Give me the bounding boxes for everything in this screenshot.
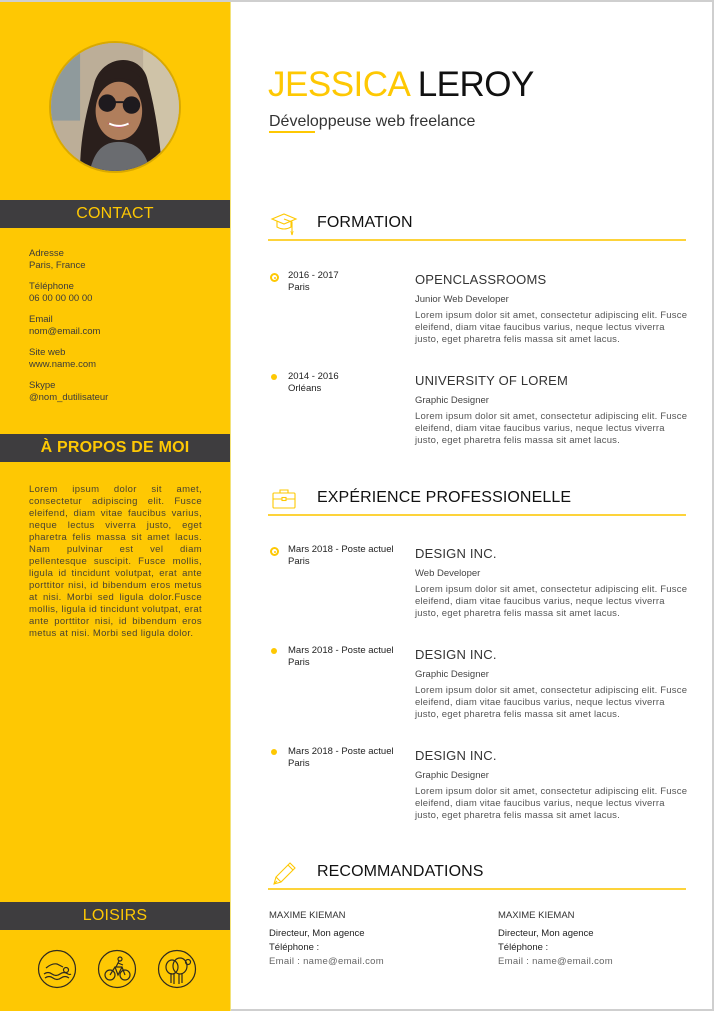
entry-org: UNIVERSITY OF LOREM	[415, 373, 569, 388]
entry-date: 2014 - 2016	[288, 371, 339, 382]
trees-icon	[157, 949, 197, 989]
profile-photo	[51, 43, 179, 171]
timeline-bullet	[271, 749, 277, 755]
reco-email[interactable]: Email : name@email.com	[498, 956, 613, 967]
experience-header	[268, 482, 686, 516]
full-name	[268, 66, 534, 104]
entry-place: Paris	[288, 282, 310, 293]
title-underline	[269, 131, 315, 133]
entry-period	[288, 270, 418, 294]
contact-email	[29, 314, 219, 338]
entry-date: Mars 2018 - Poste actuel	[288, 544, 394, 555]
sidebar	[0, 2, 231, 1011]
last-name: LEROY	[417, 65, 534, 104]
entry-org: DESIGN INC.	[415, 546, 497, 561]
entry-role: Graphic Designer	[415, 395, 489, 406]
entry-place: Paris	[288, 556, 310, 567]
entry-date: 2016 - 2017	[288, 270, 339, 281]
recommendation-card	[269, 910, 469, 969]
reco-phone: Téléphone :	[498, 942, 549, 953]
graduation-cap-icon	[270, 211, 298, 237]
entry-description: Lorem ipsum dolor sit amet, consectetur adipiscing elit. Fusce eleifend, diam vitae faucibus varius, neque lectus viverra justo, eget pharetra felis massa sit amet lacus.	[415, 310, 688, 345]
reco-email[interactable]: Email : name@email.com	[269, 956, 384, 967]
formation-header	[268, 207, 686, 241]
entry-date: Mars 2018 - Poste actuel	[288, 645, 394, 656]
reco-position: Directeur, Mon agence	[269, 928, 365, 939]
contact-value: @nom_dutilisateur	[29, 392, 109, 403]
entry-role: Graphic Designer	[415, 669, 489, 680]
contact-list	[29, 248, 219, 413]
entry-date: Mars 2018 - Poste actuel	[288, 746, 394, 757]
hobbies-list	[37, 949, 197, 989]
contact-skype	[29, 380, 219, 404]
contact-label: Adresse	[29, 248, 64, 259]
pencil-icon	[270, 860, 298, 886]
entry-org: DESIGN INC.	[415, 748, 497, 763]
timeline-bullet-active	[270, 547, 279, 556]
about-heading: À PROPOS DE MOI	[0, 434, 230, 462]
first-name: JESSICA	[268, 65, 409, 104]
entry-description: Lorem ipsum dolor sit amet, consectetur adipiscing elit. Fusce eleifend, diam vitae faucibus varius, neque lectus viverra justo, eget pharetra felis massa sit amet lacus.	[415, 584, 688, 619]
hobbies-heading: LOISIRS	[0, 902, 230, 930]
recommendations-title: RECOMMANDATIONS	[317, 863, 484, 880]
entry-period	[288, 544, 418, 568]
recommendation-card	[498, 910, 698, 969]
avatar	[49, 41, 181, 173]
contact-label: Skype	[29, 380, 56, 391]
entry-place: Paris	[288, 758, 310, 769]
entry-period	[288, 371, 418, 395]
entry-role: Junior Web Developer	[415, 294, 509, 305]
contact-label: Site web	[29, 347, 66, 358]
contact-value: Paris, France	[29, 260, 86, 271]
entry-role: Web Developer	[415, 568, 481, 579]
entry-org: OPENCLASSROOMS	[415, 272, 547, 287]
swimming-icon	[37, 949, 77, 989]
about-text: Lorem ipsum dolor sit amet, consectetur adipiscing elit. Fusce eleifend, diam vitae faucibus varius, neque lectus viverra justo, eget pharetra felis massa sit amet lacus. Nam pulvinar est vel diam pellentesque suscipit. Fusce mollis, ligula id tincidunt volutpat, erat ante porttitor nisi, id bibendum eros metus at nisi. Morbi sed ligula dolor.Fusce mollis, ligula id tincidunt volutpat, erat ante porttitor nisi, id bibendum eros metus at nisi. Morbi sed ligula dolor.	[29, 484, 202, 639]
reco-position: Directeur, Mon agence	[498, 928, 594, 939]
experience-title: EXPÉRIENCE PROFESSIONELLE	[317, 489, 572, 506]
contact-label: Téléphone	[29, 281, 74, 292]
contact-address	[29, 248, 219, 272]
timeline-bullet	[271, 648, 277, 654]
entry-description: Lorem ipsum dolor sit amet, consectetur adipiscing elit. Fusce eleifend, diam vitae faucibus varius, neque lectus viverra justo, eget pharetra felis massa sit amet lacus.	[415, 685, 688, 720]
reco-phone: Téléphone :	[269, 942, 320, 953]
entry-period	[288, 746, 418, 770]
contact-label: Email	[29, 314, 53, 325]
contact-value[interactable]: nom@email.com	[29, 326, 101, 337]
entry-org: DESIGN INC.	[415, 647, 497, 662]
contact-heading: CONTACT	[0, 200, 230, 228]
job-title: Développeuse web freelance	[269, 113, 476, 130]
contact-phone	[29, 281, 219, 305]
contact-value: 06 00 00 00 00	[29, 293, 93, 304]
recommendations-header	[268, 856, 686, 890]
entry-description: Lorem ipsum dolor sit amet, consectetur adipiscing elit. Fusce eleifend, diam vitae faucibus varius, neque lectus viverra justo, eget pharetra felis massa sit amet lacus.	[415, 411, 688, 446]
reco-name: MAXIME KIEMAN	[498, 910, 575, 921]
cycling-icon	[97, 949, 137, 989]
contact-website	[29, 347, 219, 371]
entry-period	[288, 645, 418, 669]
entry-role: Graphic Designer	[415, 770, 489, 781]
entry-place: Orléans	[288, 383, 322, 394]
reco-name: MAXIME KIEMAN	[269, 910, 346, 921]
timeline-bullet	[271, 374, 277, 380]
briefcase-icon	[270, 486, 298, 512]
entry-description: Lorem ipsum dolor sit amet, consectetur adipiscing elit. Fusce eleifend, diam vitae faucibus varius, neque lectus viverra justo, eget pharetra felis massa sit amet lacus.	[415, 786, 688, 821]
entry-place: Paris	[288, 657, 310, 668]
contact-value[interactable]: www.name.com	[29, 359, 97, 370]
formation-title: FORMATION	[317, 214, 413, 231]
timeline-bullet-active	[270, 273, 279, 282]
